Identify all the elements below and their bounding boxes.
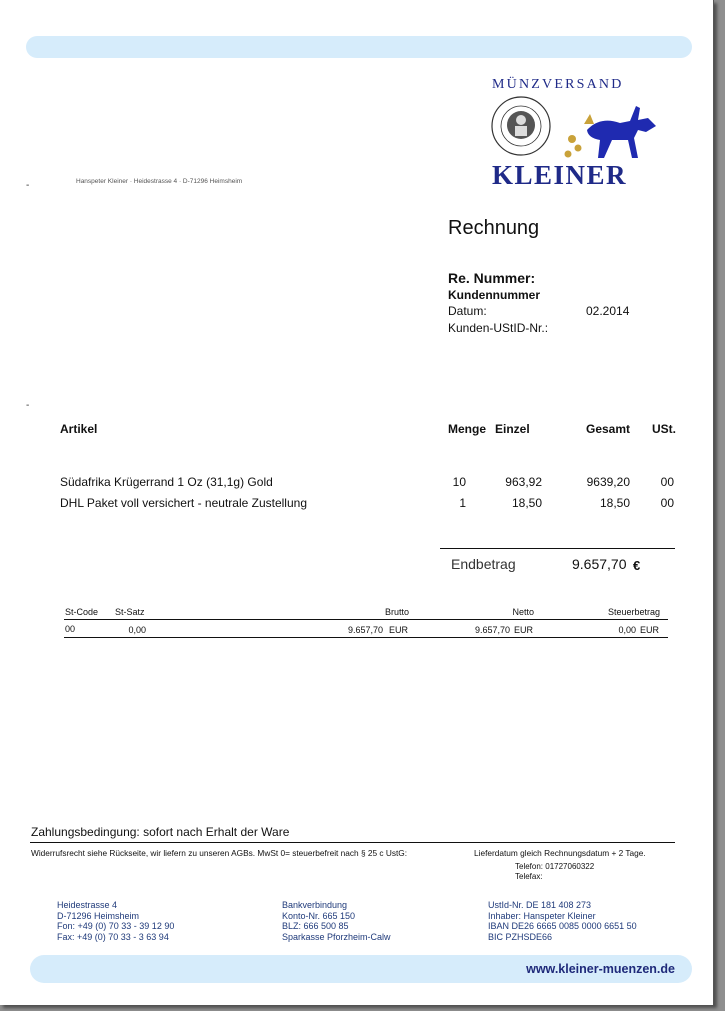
total-currency: € bbox=[633, 558, 641, 573]
total-value: 9.657,70 bbox=[572, 556, 627, 572]
footer-address-line: Fax: +49 (0) 70 33 - 3 63 94 bbox=[57, 931, 169, 942]
invoice-title: Rechnung bbox=[448, 217, 540, 239]
footer-tax-line: UstId-Nr. DE 181 408 273 bbox=[488, 900, 592, 910]
tax-header-divider bbox=[64, 619, 668, 620]
row-artikel: Südafrika Krügerrand 1 Oz (31,1g) Gold bbox=[60, 475, 273, 489]
header-artikel: Artikel bbox=[60, 422, 98, 436]
footer-bank bbox=[282, 900, 391, 942]
footer-address-line: Fon: +49 (0) 70 33 - 39 12 90 bbox=[57, 921, 175, 931]
terms-divider bbox=[30, 842, 675, 843]
header-menge: Menge bbox=[448, 422, 487, 436]
row-einzel: 18,50 bbox=[511, 496, 542, 510]
tax-header-st-code: St-Code bbox=[65, 607, 99, 617]
row-gesamt: 18,50 bbox=[599, 496, 630, 510]
logo-top-text: MÜNZVERSAND bbox=[492, 77, 624, 92]
tax-header-brutto: Brutto bbox=[384, 607, 409, 617]
legal-notice: Widerrufsrecht siehe Rückseite, wir liefern zu unseren AGBs. MwSt 0= steuerbefreit nach § 25 c UstG: bbox=[31, 848, 408, 858]
invoice-number-label: Re. Nummer: bbox=[448, 270, 536, 286]
total-label: Endbetrag bbox=[451, 556, 516, 572]
footer-bank-line: Bankverbindung bbox=[282, 900, 348, 910]
row-ust: 00 bbox=[660, 475, 674, 489]
row-gesamt: 9639,20 bbox=[586, 475, 630, 489]
footer-bank-line: Sparkasse Pforzheim-Calw bbox=[282, 931, 391, 942]
footer-tax bbox=[488, 900, 637, 942]
tax-brutto-currency: EUR bbox=[389, 625, 409, 635]
row-ust: 00 bbox=[660, 496, 674, 510]
row-artikel: DHL Paket voll versichert - neutrale Zustellung bbox=[60, 496, 307, 510]
header-ust: USt. bbox=[652, 422, 676, 436]
footer-bank-line: BLZ: 666 500 85 bbox=[282, 921, 349, 931]
footer-address-line: Heidestrasse 4 bbox=[57, 900, 118, 910]
tax-st-satz: 0,00 bbox=[128, 625, 146, 635]
customer-number-label: Kundennummer bbox=[448, 288, 541, 302]
footer-tax-line: BIC PZHSDE66 bbox=[488, 931, 553, 942]
tax-header-steuerbetrag: Steuerbetrag bbox=[607, 607, 660, 617]
tax-steuerbetrag: 0,00 bbox=[618, 625, 636, 635]
row-menge: 1 bbox=[459, 496, 466, 510]
tax-header-netto: Netto bbox=[512, 607, 534, 617]
tax-netto-currency: EUR bbox=[514, 625, 534, 635]
logo-emblem-icon bbox=[488, 96, 664, 168]
tax-st-code: 00 bbox=[65, 624, 76, 634]
website-link[interactable]: www.kleiner-muenzen.de bbox=[526, 962, 675, 976]
customer-vat-label: Kunden-UStID-Nr.: bbox=[448, 321, 549, 335]
payment-terms: Zahlungsbedingung: sofort nach Erhalt der Ware bbox=[31, 825, 290, 839]
header-gesamt: Gesamt bbox=[586, 422, 631, 436]
fold-mark-middle: - bbox=[26, 400, 30, 411]
contact-phone: Telefon: 01727060322 bbox=[515, 862, 595, 871]
tax-netto: 9.657,70 bbox=[474, 625, 510, 635]
row-menge: 10 bbox=[452, 475, 466, 489]
tax-brutto: 9.657,70 bbox=[347, 625, 383, 635]
footer-bank-line: Konto-Nr. 665 150 bbox=[282, 910, 356, 921]
footer-address bbox=[57, 900, 174, 942]
footer-address-line: D-71296 Heimsheim bbox=[57, 910, 140, 921]
header-band bbox=[26, 36, 692, 58]
delivery-date-note: Lieferdatum gleich Rechnungsdatum + 2 Tage. bbox=[474, 848, 646, 858]
tax-steuer-currency: EUR bbox=[640, 625, 660, 635]
contact-fax: Telefax: bbox=[515, 872, 543, 881]
sender-line: Hanspeter Kleiner · Heidestrasse 4 · D-71296 Heimsheim bbox=[76, 178, 243, 185]
fold-mark-top: - bbox=[26, 180, 30, 191]
total-divider bbox=[440, 548, 675, 549]
date-label: Datum: bbox=[448, 304, 487, 318]
tax-header-st-satz: St-Satz bbox=[115, 607, 145, 617]
tax-bottom-divider bbox=[64, 637, 668, 638]
row-einzel: 963,92 bbox=[505, 475, 542, 489]
header-einzel: Einzel bbox=[495, 422, 530, 436]
footer-tax-line: Inhaber: Hanspeter Kleiner bbox=[488, 910, 596, 921]
logo-main-text: KLEINER bbox=[492, 160, 628, 190]
date-value: 02.2014 bbox=[586, 304, 630, 318]
footer-tax-line: IBAN DE26 6665 0085 0000 6651 50 bbox=[488, 921, 637, 931]
